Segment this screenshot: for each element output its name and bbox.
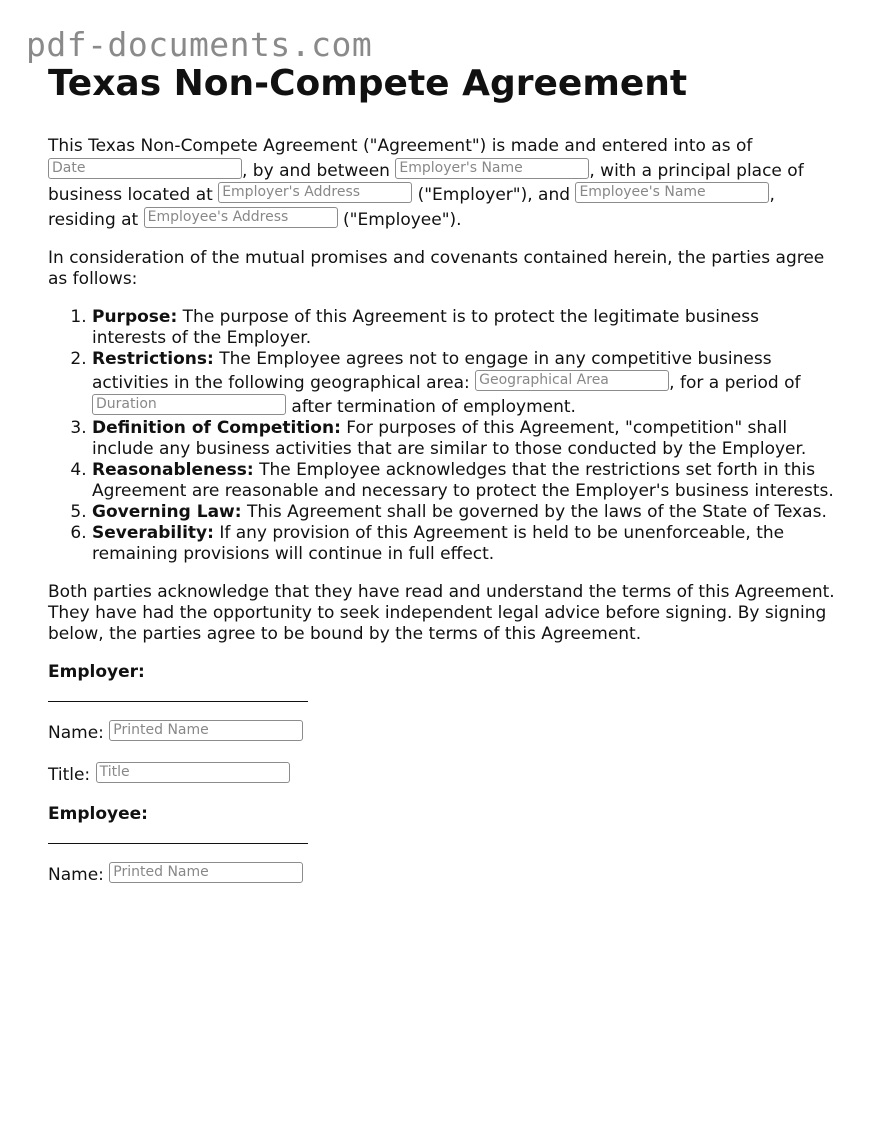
clause-heading: Definition of Competition: — [92, 418, 341, 438]
intro-text-4: ("Employer"), and — [417, 185, 571, 205]
employer-signature-line[interactable] — [48, 701, 308, 702]
intro-text-5: , residing at — [48, 185, 775, 230]
employer-name-row — [48, 720, 838, 744]
clause-reasonableness — [92, 460, 838, 502]
clause-restrictions — [92, 349, 838, 418]
clause-heading: Purpose: — [92, 307, 178, 327]
clause-text: The Employee acknowledges that the restrictions set forth in this Agreement are reasonable and necessary to protect the Employer's business interests. — [92, 460, 834, 501]
date-field[interactable]: Date — [48, 158, 242, 179]
document-page — [48, 62, 838, 904]
clause-text: For purposes of this Agreement, "competition" shall include any business activities that are similar to those conducted by the Employer. — [92, 418, 807, 459]
clause-severability — [92, 523, 838, 565]
clause-text: If any provision of this Agreement is held to be unenforceable, the remaining provisions will continue in full effect. — [92, 523, 785, 564]
employee-signature-block — [48, 804, 838, 886]
clause-heading: Reasonableness: — [92, 460, 254, 480]
clause-text: after termination of employment. — [291, 397, 576, 417]
employee-printed-name-field[interactable]: Printed Name — [109, 862, 303, 883]
clause-list — [48, 307, 838, 565]
employer-title-row — [48, 762, 838, 786]
clause-text: , for a period of — [669, 373, 801, 393]
employee-address-field[interactable]: Employee's Address — [144, 207, 338, 228]
duration-field[interactable]: Duration — [92, 394, 286, 415]
employer-printed-name-field[interactable]: Printed Name — [109, 720, 303, 741]
employer-signature-block — [48, 662, 838, 786]
employer-name-field[interactable]: Employer's Name — [395, 158, 589, 179]
clause-text: The purpose of this Agreement is to protect the legitimate business interests of the Employer. — [92, 307, 759, 348]
clause-text: The Employee agrees not to engage in any competitive business activities in the following geographical area: — [92, 349, 772, 393]
intro-text-2: , by and between — [242, 160, 390, 181]
employee-name-row — [48, 862, 838, 886]
intro-text-3: , with a principal place of business located at — [48, 160, 804, 205]
employee-heading: Employee: — [48, 804, 148, 824]
intro-text-1: This Texas Non-Compete Agreement ("Agreement") is made and entered into as of — [48, 136, 753, 156]
clause-definition-of-competition — [92, 418, 838, 460]
employer-heading: Employer: — [48, 662, 145, 682]
clause-heading: Restrictions: — [92, 349, 214, 369]
consideration-paragraph: In consideration of the mutual promises and covenants contained herein, the parties agree as follows: — [48, 248, 825, 289]
watermark: pdf-documents.com — [26, 25, 373, 64]
employer-address-field[interactable]: Employer's Address — [218, 182, 412, 203]
closing-paragraph: Both parties acknowledge that they have read and understand the terms of this Agreement. They have had the opportunity to seek independent legal advice before signing. By signing below, the parties agree to be bound by the terms of this Agreement. — [48, 582, 835, 644]
name-label: Name: — [48, 865, 104, 885]
clause-heading: Governing Law: — [92, 502, 242, 522]
geographical-area-field[interactable]: Geographical Area — [475, 370, 669, 391]
document-title: Texas Non-Compete Agreement — [48, 63, 688, 104]
name-label: Name: — [48, 723, 104, 743]
clause-governing-law — [92, 502, 838, 523]
clause-purpose — [92, 307, 838, 349]
employer-title-field[interactable]: Title — [96, 762, 290, 783]
clause-text: This Agreement shall be governed by the laws of the State of Texas. — [246, 502, 827, 522]
employee-name-field[interactable]: Employee's Name — [575, 182, 769, 203]
intro-paragraph — [48, 135, 838, 231]
employee-signature-line[interactable] — [48, 843, 308, 844]
intro-text-6: ("Employee"). — [343, 209, 462, 230]
clause-heading: Severability: — [92, 523, 214, 543]
title-label: Title: — [48, 765, 91, 785]
